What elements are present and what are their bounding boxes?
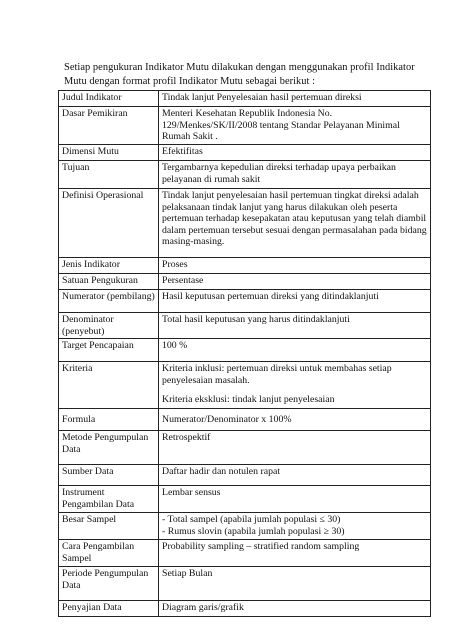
row-value: Efektifitas [159, 145, 431, 161]
row-value: Lembar sensus [159, 486, 431, 513]
row-definisi-operasional [59, 189, 431, 258]
row-value: Retrospektif [159, 431, 431, 465]
intro-paragraph: Setiap pengukuran Indikator Mutu dilakukan dengan menggunakan profil Indikator Mutu dengan format profil Indikator Mutu sebagai berikut : [64, 62, 415, 88]
row-value [159, 362, 431, 409]
row-value: Tergambarnya kepedulian direksi terhadap upaya perbaikan pelayanan di rumah sakit [159, 161, 431, 189]
row-label: Numerator (pembilang) [59, 290, 159, 313]
row-label: Tujuan [59, 161, 159, 189]
criteria-inclusion: Kriteria inklusi: pertemuan direksi untuk membahas setiap penyelesaian masalah. [162, 363, 392, 386]
row-value: Hasil keputusan pertemuan direksi yang ditindaklanjuti [159, 290, 431, 313]
row-judul-indikator [59, 91, 431, 107]
row-label: Judul Indikator [59, 91, 159, 107]
list-item: - Rumus slovin (apabila jumlah populasi ≥ 30) [162, 526, 427, 538]
row-label: Sumber Data [59, 465, 159, 486]
row-label: Target Pencapaian [59, 339, 159, 362]
row-kriteria [59, 362, 431, 409]
row-sumber-data [59, 465, 431, 486]
row-label: Jenis Indikator [59, 258, 159, 274]
row-label: Satuan Pengukuran [59, 274, 159, 290]
row-numerator [59, 290, 431, 313]
row-label: Cara Pengambilan Sampel [59, 540, 159, 567]
row-label: Periode Pengumpulan Data [59, 567, 159, 601]
row-value: Tindak lanjut penyelesaian hasil pertemuan tingkat direksi adalah pelaksanaan tindak lanjut yang harus dilakukan oleh peserta pertemuan terhadap kesepakatan atau keputusan yang telah diambil dalam pertemuan tersebut sesuai dengan permasalahan pada bidang masing-masing. [159, 189, 431, 258]
row-label: Dimensi Mutu [59, 145, 159, 161]
row-label: Definisi Operasional [59, 189, 159, 258]
indicator-profile-table [58, 90, 431, 617]
row-periode-pengumpulan-data [59, 567, 431, 601]
row-dasar-pemikiran [59, 107, 431, 145]
row-label: Metode Pengumpulan Data [59, 431, 159, 465]
row-label: Dasar Pemikiran [59, 107, 159, 145]
row-label: Kriteria [59, 362, 159, 409]
row-besar-sampel [59, 513, 431, 540]
row-value: Total hasil keputusan yang harus ditindaklanjuti [159, 313, 431, 339]
row-value: Proses [159, 258, 431, 274]
row-label: Formula [59, 409, 159, 431]
row-label: Besar Sampel [59, 513, 159, 540]
list-item: - Total sampel (apabila jumlah populasi ≤ 30) [162, 514, 427, 526]
row-value: 100 % [159, 339, 431, 362]
row-value: Setiap Bulan [159, 567, 431, 601]
row-label: Denominator (penyebut) [59, 313, 159, 339]
row-target-pencapaian [59, 339, 431, 362]
row-jenis-indikator [59, 258, 431, 274]
row-value: Menteri Kesehatan Republik Indonesia No. 129/Menkes/SK/II/2008 tentang Standar Pelayanan Minimal Rumah Sakit . [159, 107, 431, 145]
row-value: Tindak lanjut Penyelesaian hasil pertemuan direksi [159, 91, 431, 107]
row-formula [59, 409, 431, 431]
row-value: Diagram garis/grafik [159, 601, 431, 617]
row-metode-pengumpulan-data [59, 431, 431, 465]
row-value: Numerator/Denominator x 100% [159, 409, 431, 431]
row-satuan-pengukuran [59, 274, 431, 290]
row-cara-pengambilan-sampel [59, 540, 431, 567]
row-value: Persentase [159, 274, 431, 290]
criteria-exclusion: Kriteria eksklusi: tindak lanjut penyelesaian [162, 394, 335, 405]
sample-size-list [162, 514, 427, 537]
row-instrument-pengambilan-data [59, 486, 431, 513]
row-value: Daftar hadir dan notulen rapat [159, 465, 431, 486]
row-penyajian-data [59, 601, 431, 617]
row-denominator [59, 313, 431, 339]
row-dimensi-mutu [59, 145, 431, 161]
row-label: Instrument Pengambilan Data [59, 486, 159, 513]
row-label: Penyajian Data [59, 601, 159, 617]
row-value [159, 513, 431, 540]
row-tujuan [59, 161, 431, 189]
row-value: Probability sampling – stratified random sampling [159, 540, 431, 567]
